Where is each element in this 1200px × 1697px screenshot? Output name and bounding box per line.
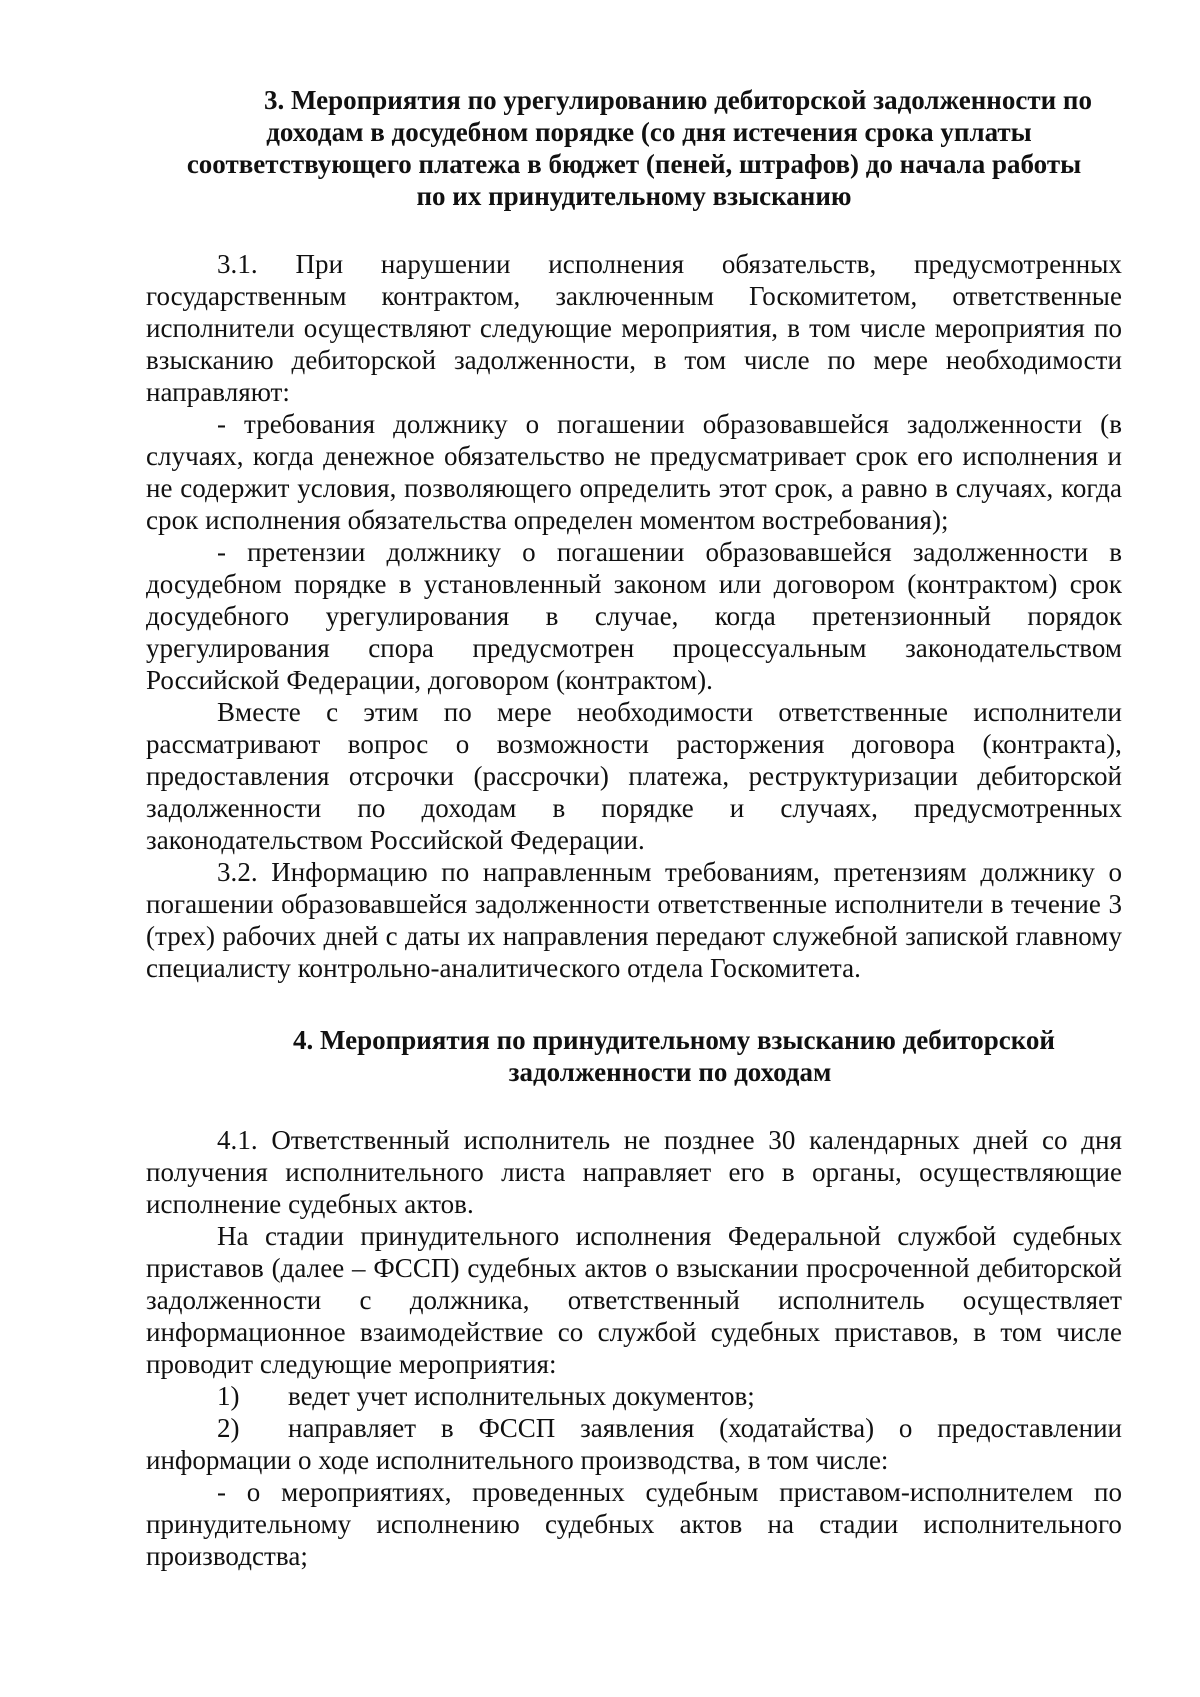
paragraph-3-2: 3.2. Информацию по направленным требованиям, претензиям должнику о погашении образовавшейся задолженности ответственные исполнители в течение 3 (трех) рабочих дней с даты их направления передают служебной запиской главному специалисту контрольно-аналитического отдела Госкомитета. — [146, 857, 1122, 983]
list-item-text: ведет учет исполнительных документов; — [288, 1381, 755, 1411]
section-3-heading-line: соответствующего платежа в бюджет (пеней, штрафов) до начала работы — [186, 149, 1082, 179]
section-4-heading — [146, 1024, 1122, 1088]
list-item — [146, 1380, 1122, 1412]
paragraph-measures: - о мероприятиях, проведенных судебным приставом-исполнителем по принудительному исполнению судебных актов на стадии исполнительного производства; — [146, 1477, 1122, 1571]
section-3-heading-line: по их принудительному взысканию — [416, 181, 852, 211]
list-item-number: 2) — [217, 1413, 240, 1443]
paragraph-fssp: На стадии принудительного исполнения Федеральной службой судебных приставов (далее – ФССП) судебных актов о взыскании просроченной дебиторской задолженности с должника, ответственный исполнитель осуществляет информационное взаимодействие со службой судебных приставов, в том числе проводит следующие мероприятия: — [146, 1221, 1122, 1379]
paragraph-4-1: 4.1. Ответственный исполнитель не позднее 30 календарных дней со дня получения исполнительного листа направляет его в органы, осуществляющие исполнение судебных актов. — [146, 1125, 1122, 1219]
list-item — [146, 1412, 1122, 1476]
paragraph-contract-termination: Вместе с этим по мере необходимости ответственные исполнители рассматривают вопрос о возможности расторжения договора (контракта), предоставления отсрочки (рассрочки) платежа, реструктуризации дебиторской задолженности по доходам в порядке и случаях, предусмотренных законодательством Российской Федерации. — [146, 697, 1122, 855]
paragraph-3-1: 3.1. При нарушении исполнения обязательств, предусмотренных государственным контрактом, заключенным Госкомитетом, ответственные исполнители осуществляют следующие мероприятия, в том числе мероприятия по взысканию дебиторской задолженности, в том числе по мере необходимости направляют: — [146, 249, 1122, 407]
paragraph-requirements: - требования должнику о погашении образовавшейся задолженности (в случаях, когда денежное обязательство не предусматривает срок его исполнения и не содержит условия, позволяющего определить этот срок, а равно в случаях, когда срок исполнения обязательства определен моментом востребования); — [146, 409, 1122, 535]
list-item-text: направляет в ФССП заявления (ходатайства) о предоставлении информации о ходе исполнительного производства, в том числе: — [146, 1413, 1122, 1475]
section-3-heading-line: доходам в досудебном порядке (со дня истечения срока уплаты — [266, 117, 1032, 147]
paragraph-claims: - претензии должнику о погашении образовавшейся задолженности в досудебном порядке в установленный законом или договором (контрактом) срок досудебного урегулирования в случае, когда претензионный порядок урегулирования спора предусмотрен процессуальным законодательством Российской Федерации, договором (контрактом). — [146, 537, 1122, 695]
list-item-number: 1) — [217, 1381, 240, 1411]
section-4-heading-line: задолженности по доходам — [508, 1057, 832, 1087]
section-3-heading-line: 3. Мероприятия по урегулированию дебиторской задолженности по — [264, 85, 1092, 115]
section-3-heading — [146, 84, 1122, 212]
section-4-heading-line: 4. Мероприятия по принудительному взысканию дебиторской — [293, 1025, 1055, 1055]
document-page — [146, 84, 1122, 1572]
